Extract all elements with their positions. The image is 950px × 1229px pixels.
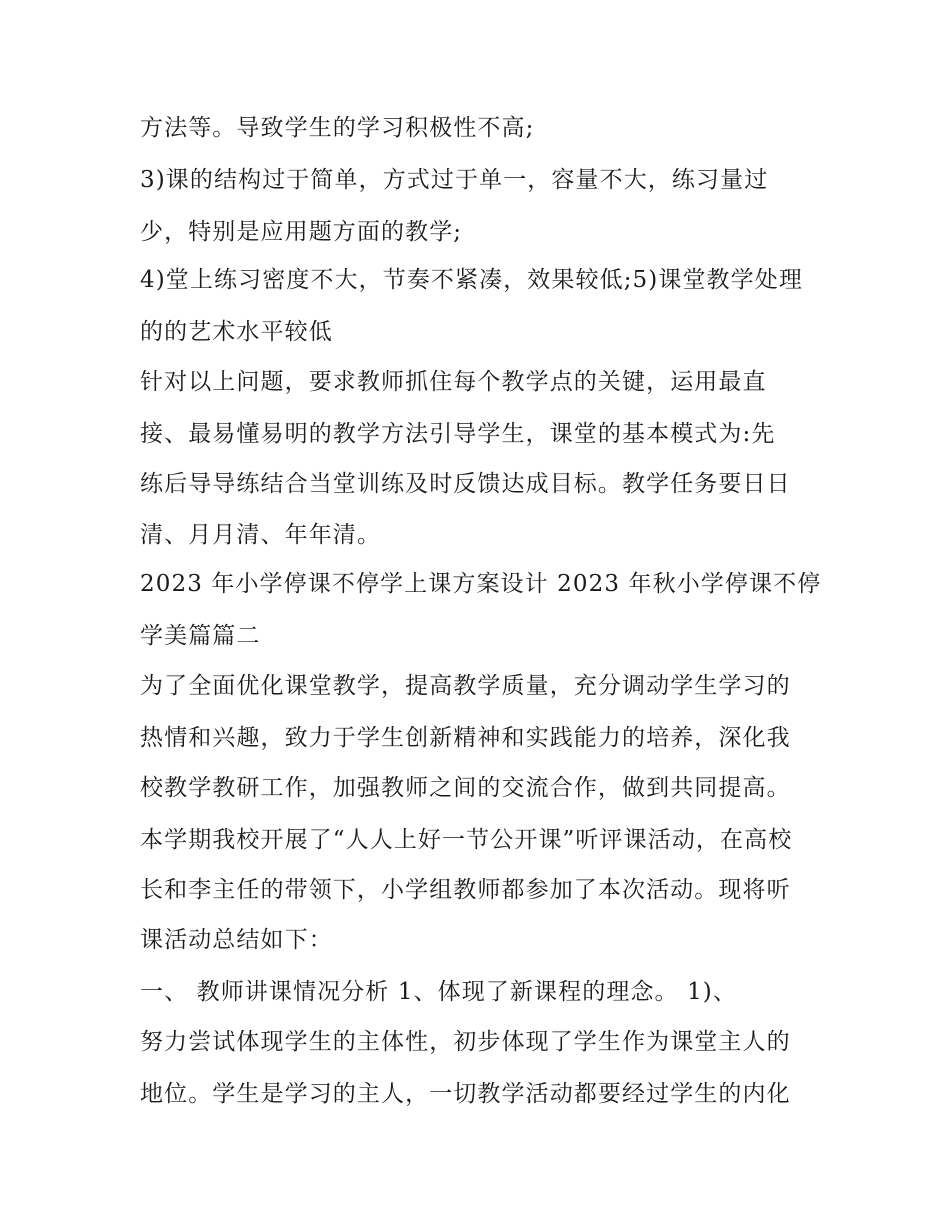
text-line: 校教学教研工作，加强教师之间的交流合作，做到共同提高。 — [140, 775, 791, 801]
text-line: 热情和兴趣，致力于学生创新精神和实践能力的培养，深化我 — [140, 725, 791, 751]
text-line: 长和李主任的带领下，小学组教师都参加了本次活动。现将听 — [140, 877, 791, 903]
text-line: 为了全面优化课堂教学，提高教学质量，充分调动学生学习的 — [140, 673, 791, 699]
text-line: 4)堂上练习密度不大，节奏不紧凑，效果较低;5)课堂教学处理 — [140, 267, 803, 293]
text-line: 针对以上问题，要求教师抓住每个教学点的关键，运用最直 — [140, 369, 767, 395]
text-line: 练后导导练结合当堂训练及时反馈达成目标。教学任务要日日 — [140, 471, 791, 497]
text-line: 课活动总结如下： — [140, 927, 333, 953]
text-line: 学美篇篇二 — [140, 623, 261, 649]
text-line: 努力尝试体现学生的主体性，初步体现了学生作为课堂主人的 — [140, 1029, 791, 1055]
text-line: 方法等。导致学生的学习积极性不高; — [140, 115, 535, 141]
text-line: 2023 年小学停课不停学上课方案设计 2023 年秋小学停课不停 — [140, 571, 822, 597]
text-line: 一、 教师讲课情况分析 1、体现了新课程的理念。 1)、 — [140, 979, 737, 1005]
text-line: 的的艺术水平较低 — [140, 319, 333, 345]
text-line: 清、月月清、年年清。 — [140, 522, 381, 548]
text-line: 少，特别是应用题方面的教学; — [140, 219, 463, 245]
text-line: 3)课的结构过于简单，方式过于单一，容量不大，练习量过 — [140, 167, 769, 193]
text-line: 本学期我校开展了“人人上好一节公开课”听评课活动，在高校 — [140, 827, 793, 853]
text-line: 接、最易懂易明的教学方法引导学生，课堂的基本模式为:先 — [140, 421, 776, 447]
text-line: 地位。学生是学习的主人，一切教学活动都要经过学生的内化 — [140, 1081, 791, 1107]
